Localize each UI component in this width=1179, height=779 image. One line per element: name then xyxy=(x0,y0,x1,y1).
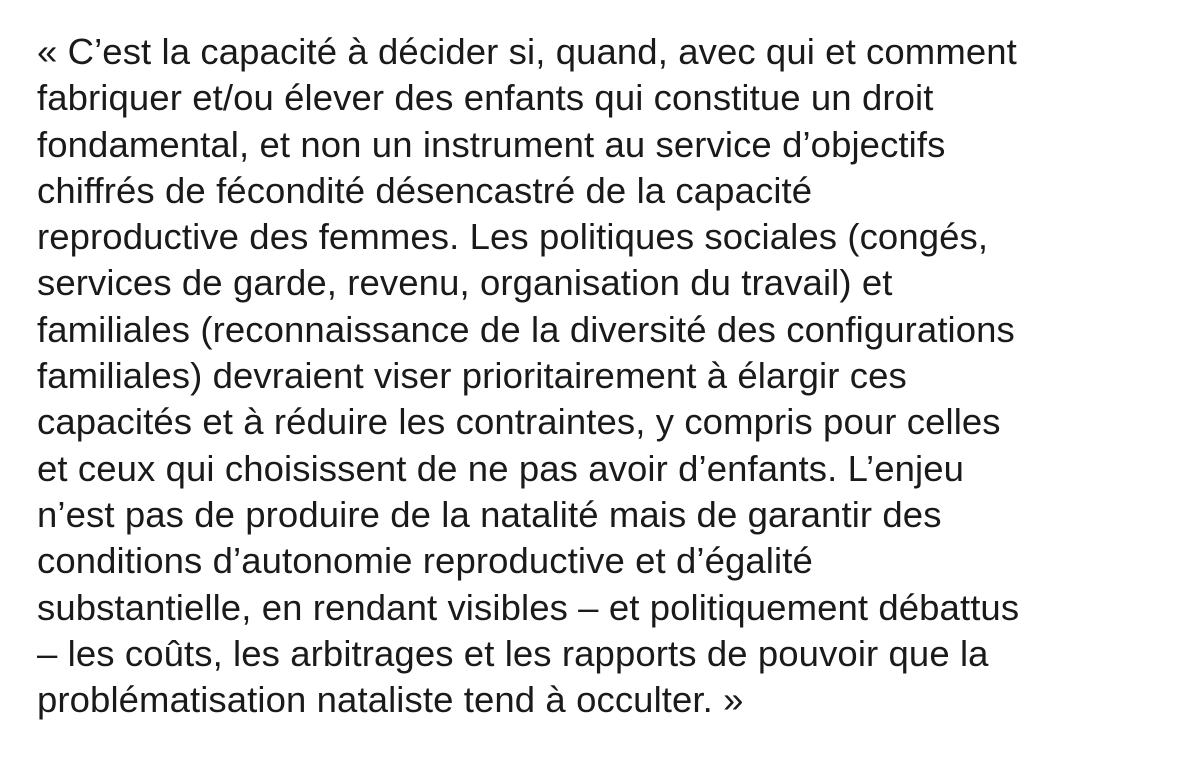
quote-line: chiffrés de fécondité désencastré de la capacité xyxy=(37,169,813,211)
quote-line: services de garde, revenu, organisation du travail) et xyxy=(37,262,893,304)
quote-line: conditions d’autonomie reproductive et d’égalité xyxy=(37,540,813,582)
quote-line: capacités et à réduire les contraintes, y compris pour celles xyxy=(37,401,1001,443)
quote-line: familiales) devraient viser prioritairement à élargir ces xyxy=(37,355,907,397)
quote-line: problématisation nataliste tend à occulter. » xyxy=(37,679,744,721)
quote-line: « C’est la capacité à décider si, quand, avec qui et comment xyxy=(37,31,1017,72)
quote-text-block xyxy=(37,29,1167,723)
quote-line: reproductive des femmes. Les politiques sociales (congés, xyxy=(37,216,989,258)
quote-line: familiales (reconnaissance de la diversité des configurations xyxy=(37,308,1015,350)
quote-line: et ceux qui choisissent de ne pas avoir d’enfants. L’enjeu xyxy=(37,447,965,489)
quote-line: substantielle, en rendant visibles – et politiquement débattus xyxy=(37,586,1020,628)
quote-line: n’est pas de produire de la natalité mais de garantir des xyxy=(37,493,942,535)
quote-line: fondamental, et non un instrument au service d’objectifs xyxy=(37,123,946,165)
quote-line: fabriquer et/ou élever des enfants qui constitue un droit xyxy=(37,77,934,119)
quote-line: – les coûts, les arbitrages et les rapports de pouvoir que la xyxy=(37,632,989,674)
